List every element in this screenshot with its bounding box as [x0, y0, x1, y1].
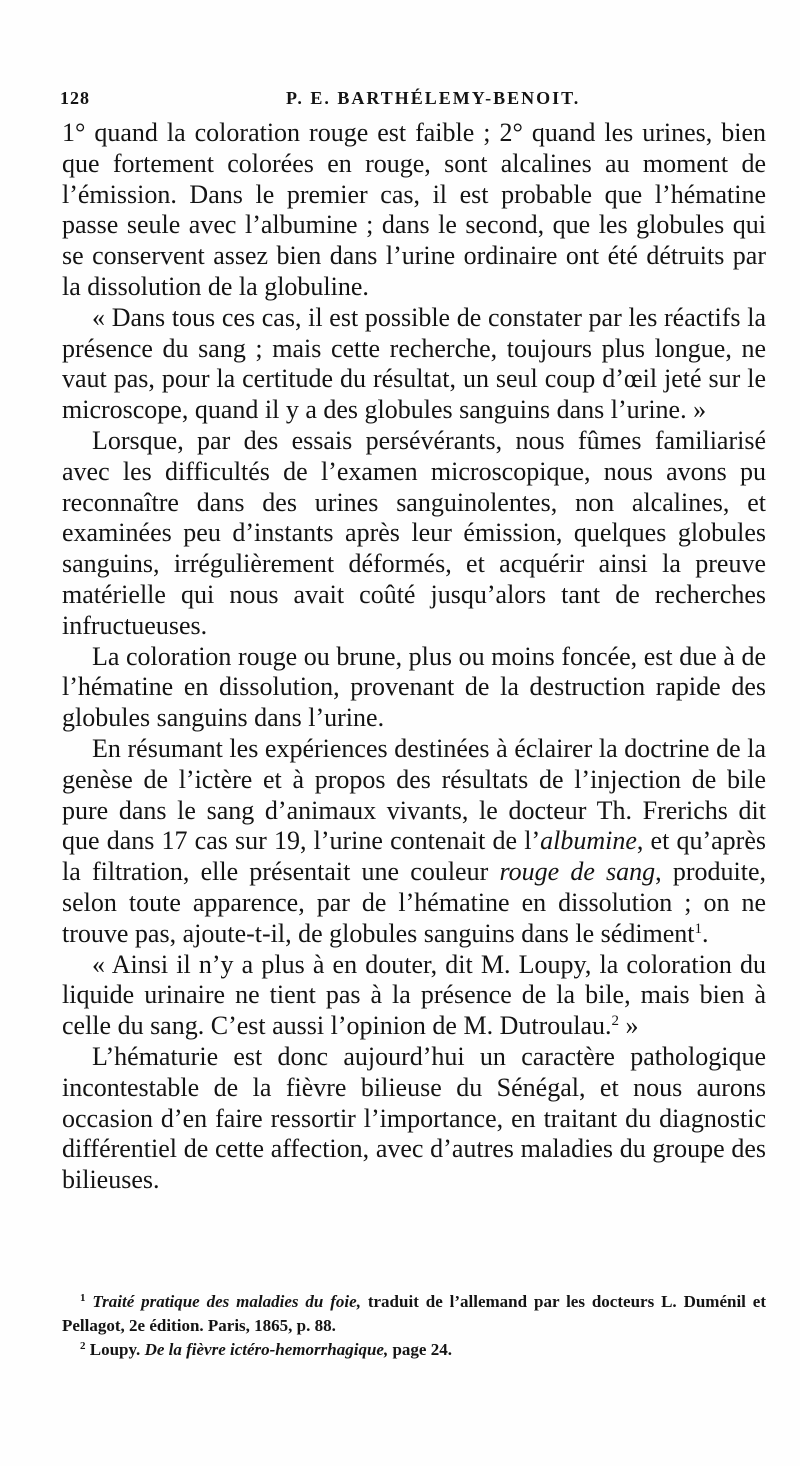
footnote-2-title: De la fièvre ictéro-hemorrhagique,	[140, 1340, 389, 1359]
rouge-de-sang-italic: rouge de sang	[499, 857, 656, 887]
running-head-author: P. E. BARTHÉLEMY-BENOIT.	[286, 88, 581, 108]
footnotes	[62, 1290, 766, 1362]
frerichs-text-b: , et qu’après la filtration, elle présentait une couleur	[62, 826, 766, 887]
running-head	[60, 84, 766, 114]
paragraph-continuation: 1° quand la coloration rouge est faible ; 2° quand les urines, bien que fortement colorées en rouge, sont alcalines au moment de l’émission. Dans le premier cas, il est probable que l’hématine passe seule avec l’albumine ; dans le second, que les globules qui se conservent assez bien dans l’urine ordinaire ont été détruits par la dissolution de la globuline.	[62, 118, 766, 301]
footnote-2-text: page 24.	[388, 1340, 452, 1359]
paragraph-quote-reactifs: « Dans tous ces cas, il est possible de constater par les réactifs la présence du sang ; mais cette recherche, toujours plus longue, ne vaut pas, pour la certitude du résultat, un seul coup d’œil jeté sur le microscope, quand il y a des globules sanguins dans l’urine. »	[62, 302, 766, 425]
paragraph-examen-microscopique: Lorsque, par des essais persévérants, nous fûmes familiarisé avec les difficultés de l’examen microscopique, nous avons pu reconnaître dans des urines sanguinolentes, non alcalines, et examinées peu d’instants après leur émission, quelques globules sanguins, irrégulièrement déformés, et acquérir ainsi la preuve matérielle qui nous avait coûté jusqu’alors tant de recherches infructueuses.	[62, 425, 766, 640]
footnote-1-mark: 1	[80, 1292, 86, 1304]
footnote-ref-2: 2	[611, 1013, 620, 1030]
footnote-2-author: Loupy.	[89, 1340, 141, 1359]
body-text	[62, 118, 766, 1196]
paragraph-hematurie: L’hématurie est donc aujourd’hui un caractère pathologique incontestable de la fièvre bilieuse du Sénégal, et nous aurons occasion d’en faire ressortir l’importance, en traitant du diagnostic différentiel de cette affection, avec d’autres maladies du groupe des bilieuses.	[62, 1041, 766, 1195]
page-number: 128	[60, 88, 90, 108]
frerichs-text-a: En résumant les expériences destinées à éclairer la doctrine de la genèse de l’ictère et à propos des résultats de l’injection de bile pure dans le sang d’animaux vivants, le docteur Th. Frerichs dit que dans 17 cas sur 19, l’urine contenait de l’	[62, 733, 766, 856]
paragraph-frerichs	[62, 734, 766, 950]
paragraph-loupy-quote	[62, 950, 766, 1042]
footnote-1-title: Traité pratique des maladies du foie,	[92, 1292, 361, 1311]
loupy-text-a: « Ainsi il n’y a plus à en douter, dit M. Loupy, la coloration du liquide urinaire ne tient pas à la présence de la bile, mais bien à celle du sang. C’est aussi l’opinion de M. Dutroulau.	[62, 949, 766, 1041]
footnote-1-text: traduit de l’allemand par les docteurs L. Duménil et Pellagot, 2e édition. Paris, 1865, p. 88.	[62, 1292, 767, 1335]
footnote-2	[62, 1338, 766, 1362]
footnote-1	[62, 1290, 766, 1338]
paragraph-coloration: La coloration rouge ou brune, plus ou moins foncée, est due à de l’hématine en dissolution, provenant de la destruction rapide des globules sanguins dans l’urine.	[62, 641, 766, 733]
footnote-2-mark: 2	[80, 1340, 86, 1352]
footnote-ref-1: 1	[694, 920, 703, 937]
loupy-text-b: »	[619, 1011, 639, 1041]
frerichs-text-d: .	[702, 918, 709, 948]
frerichs-text-c: , produite, selon toute apparence, par de l’hématine en dissolution ; on ne trouve pas, ajoute-t-il, de globules sanguins dans le sédiment	[62, 857, 766, 948]
albumine-italic: albumine	[540, 826, 637, 856]
